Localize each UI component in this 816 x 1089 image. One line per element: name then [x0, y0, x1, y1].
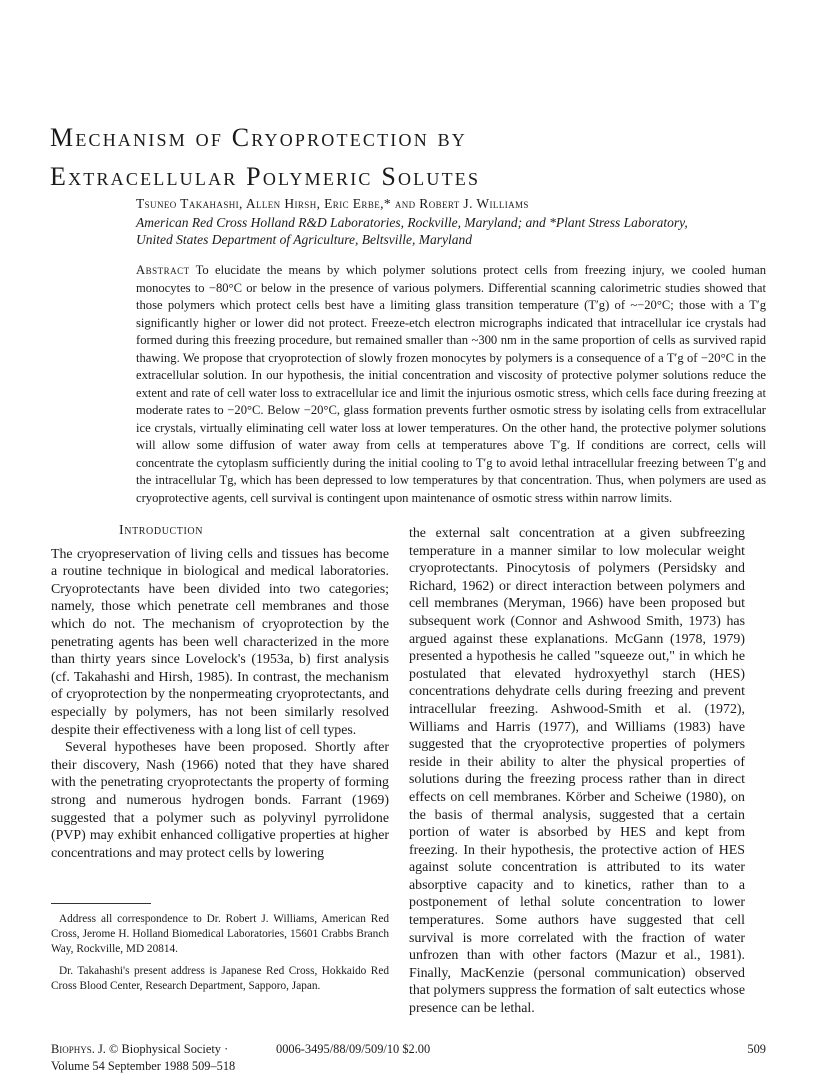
title-line-1: Mechanism of Cryoprotection by	[50, 123, 467, 152]
abstract	[136, 262, 766, 507]
title-line-2: Extracellular Polymeric Solutes	[50, 162, 481, 191]
intro-paragraph-1: The cryopreservation of living cells and tissues has become a routine technique in biological and medical laboratories. Cryoprotectants have been divided into two categories; namely, those which penetrate cell membranes and those which do not. The mechanism of cryoprotection by the penetrating agents has been well characterized in the more than thirty years since Lovelock's (1953a, b) first analysis (cf. Takahashi and Hirsh, 1985). In contrast, the mechanism of cryoprotection by the nonpermeating cryoprotectants, and especially by polymers, has not been similarly resolved despite their effectiveness with a long list of cell types.	[51, 546, 389, 738]
journal-name: Biophys. J.	[51, 1042, 106, 1056]
journal-society: © Biophysical Society	[109, 1042, 221, 1056]
intro-paragraph-continued: the external salt concentration at a given subfreezing temperature in a manner similar to low molecular weight cryoprotectants. Pinocytosis of polymers (Persidsky and Richard, 1962) or direct interaction between polymers and cell membranes (Meryman, 1966) have been proposed but subsequent work (Connor and Ashwood Smith, 1973) has argued against these explanations. McGann (1978, 1979) presented a hypothesis he called "squeeze out," in which he postulated that elevated hydroxyethyl starch (HES) concentrations dehydrate cells during freezing and prevent intracellular freezing. Ashwood-Smith et al. (1972), Williams and Harris (1977), and Williams (1983) have suggested that the cryoprotective properties of polymers reside in their ability to alter the physical properties of solutions during the freezing process rather than in direct effects on cell membranes. Körber and Scheiwe (1980), on the basis of thermal analysis, suggested that a certain portion of water is absorbed by HES and kept from freezing. In their hypothesis, the protective action of HES against solute concentration is attributed to its water absorptive capacity and to kinetics, rather than to a postponement of lethal solute concentration to lower temperatures. Some authors have suggested that cell survival is more correlated with the fraction of water unfrozen than with other factors (Mazur et al., 1981). Finally, MacKenzie (personal communication) observed that polymers suppress the formation of salt eutectics whose presence can be lethal.	[409, 526, 745, 1017]
article-title	[50, 118, 770, 196]
affiliation-line-2: United States Department of Agriculture, Beltsville, Maryland	[136, 232, 472, 247]
footnote-divider	[51, 903, 151, 904]
footer-line-1	[51, 1041, 766, 1058]
affiliation-line-1: American Red Cross Holland R&D Laboratories, Rockville, Maryland; and *Plant Stress Laboratory,	[136, 215, 688, 230]
left-column	[51, 522, 389, 862]
journal-citation	[51, 1041, 228, 1058]
volume-line: Volume 54 September 1988 509–518	[51, 1059, 236, 1073]
author-list: Tsuneo Takahashi, Allen Hirsh, Eric Erbe,* and Robert J. Williams	[136, 196, 529, 211]
footnotes	[51, 912, 389, 1000]
abstract-text: To elucidate the means by which polymer solutions protect cells from freezing injury, we cooled human monocytes to −80°C or below in the presence of various polymers. Differential scanning calorimetric studies showed that those polymers which protect cells best have a limiting glass transition temperature (T′g) of ~−20°C; those with a T′g significantly higher or lower did not protect. Freeze-etch electron micrographs indicated that intracellular ice crystals had formed during this freezing procedure, but remained smaller than ~300 nm in the same proportion of cells as survived rapid thawing. We propose that cryoprotection of slowly frozen monocytes by polymers is a consequence of a T′g of −20°C in the extracellular solution. In our hypothesis, the initial concentration and viscosity of protective polymer solutions reduce the extent and rate of cell water loss to extracellular ice and limit the injurious osmotic stress, which cells face during freezing at moderate rates to −20°C. Below −20°C, glass formation prevents further osmotic stress by isolating cells from extracellular ice crystals, virtually eliminating cell water loss at lower temperatures. On the other hand, the protective polymer solutions will allow some diffusion of water away from cells at temperatures above T′g. If conditions are correct, cells will concentrate the cytoplasm sufficiently during the initial cooling to T′g to avoid lethal intracellular freezing between T′g and the intracellular Tg, which has been depressed to low temperatures by that concentration. Thus, when polymers are used as cryoprotective agents, cell survival is contingent upon maintenance of osmotic stress within narrow limits.	[136, 263, 766, 505]
introduction-heading: Introduction	[119, 523, 204, 538]
page-footer	[51, 1041, 766, 1075]
footnote-correspondence: Address all correspondence to Dr. Robert J. Williams, American Red Cross, Jerome H. Holland Biomedical Laboratories, 15601 Crabbs Branch Way, Rockville, MD 20814.	[51, 913, 389, 956]
footnote-present-address: Dr. Takahashi's present address is Japanese Red Cross, Hokkaido Red Cross Blood Center, Research Department, Sapporo, Japan.	[51, 964, 389, 992]
page-number: 509	[747, 1042, 766, 1056]
footer-separator: ·	[224, 1042, 229, 1056]
intro-paragraph-2: Several hypotheses have been proposed. Shortly after their discovery, Nash (1966) noted that they have shared with the penetrating cryoprotectants the property of forming strong and numerous hydrogen bonds. Farrant (1969) suggested that a polymer such as polyvinyl pyrrolidone (PVP) may exhibit enhanced colligative properties at higher concentrations and may protect cells by lowering	[51, 740, 389, 861]
issn-price: 0006-3495/88/09/509/10 $2.00	[276, 1042, 431, 1056]
right-column	[409, 525, 745, 1018]
affiliations	[136, 214, 776, 248]
abstract-label: Abstract	[136, 263, 190, 277]
